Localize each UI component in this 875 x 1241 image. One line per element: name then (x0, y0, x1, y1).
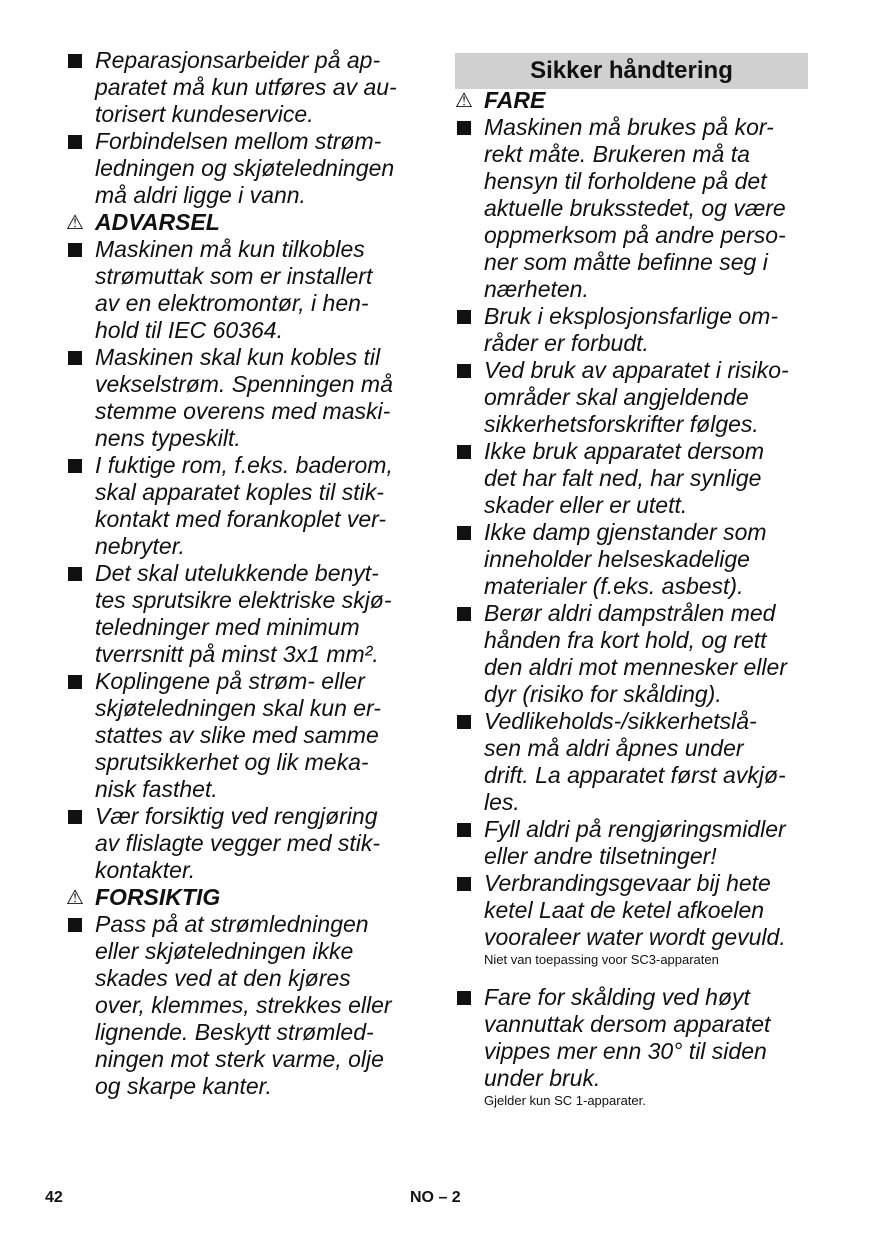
list-item (455, 984, 815, 1092)
bullet-square-icon (457, 823, 471, 837)
list-item-line: oppmerksom på andre perso- (484, 222, 786, 248)
list-item (66, 668, 426, 803)
list-item-line: Fare for skålding ved høyt (455, 984, 815, 1011)
list-item-line: Ved bruk av apparatet i risiko- (455, 357, 815, 384)
bullet-square-icon (457, 445, 471, 459)
list-item-line: nisk fasthet. (95, 776, 218, 802)
warning-heading-text: FORSIKTIG (95, 884, 221, 910)
list-item-line: det har falt ned, har synlige (484, 465, 762, 491)
list-item-line: nebryter. (95, 533, 185, 559)
list-item-line: skjøteledningen skal kun er- (95, 695, 381, 721)
list-item (66, 47, 426, 128)
list-item-line: I fuktige rom, f.eks. baderom, (66, 452, 426, 479)
list-item-line: Vær forsiktig ved rengjøring (66, 803, 426, 830)
list-item-line: Berør aldri dampstrålen med (455, 600, 815, 627)
list-item-line: ledningen og skjøteledningen (95, 155, 395, 181)
warning-triangle-icon: ⚠ (66, 887, 84, 909)
list-item-line: stattes av slike med samme (95, 722, 379, 748)
warning-triangle-icon: ⚠ (66, 212, 84, 234)
list-item-line: nens typeskilt. (95, 425, 241, 451)
list-item (455, 870, 815, 951)
list-item-line: hånden fra kort hold, og rett (484, 627, 767, 653)
list-item-line: lignende. Beskytt strømled- (95, 1019, 374, 1045)
warning-heading (455, 87, 815, 114)
list-item-line: paratet må kun utføres av au- (95, 74, 397, 100)
bullet-square-icon (457, 877, 471, 891)
warning-triangle-icon: ⚠ (455, 90, 473, 112)
list-item (455, 519, 815, 600)
bullet-square-icon (457, 991, 471, 1005)
section-heading: Sikker håndtering (455, 53, 808, 89)
bullet-square-icon (68, 675, 82, 689)
list-item-line: eller skjøteledningen ikke (95, 938, 354, 964)
list-item-line: sen må aldri åpnes under (484, 735, 744, 761)
list-item-line: ner som måtte befinne seg i (484, 249, 768, 275)
section-label: NO – 2 (410, 1189, 461, 1206)
list-item (455, 357, 815, 438)
bullet-square-icon (457, 310, 471, 324)
bullet-square-icon (68, 918, 82, 932)
list-item-line: aktuelle bruksstedet, og være (484, 195, 786, 221)
bullet-square-icon (68, 459, 82, 473)
list-item-line: Maskinen må brukes på kor- (455, 114, 815, 141)
list-item (66, 560, 426, 668)
list-item-line: dyr (risiko for skålding). (484, 681, 722, 707)
bullet-square-icon (457, 526, 471, 540)
list-item-line: torisert kundeservice. (95, 101, 314, 127)
list-item-line: nærheten. (484, 276, 589, 302)
list-item-line: skades ved at den kjøres (95, 965, 351, 991)
bullet-square-icon (457, 121, 471, 135)
list-item-line: strømuttak som er installert (95, 263, 373, 289)
list-item-line: Forbindelsen mellom strøm- (66, 128, 426, 155)
list-item-line: av flislagte vegger med stik- (95, 830, 381, 856)
list-item-line: ningen mot sterk varme, olje (95, 1046, 384, 1072)
list-item (66, 128, 426, 209)
footnote: Niet van toepassing voor SC3-apparaten (484, 952, 719, 967)
list-item (66, 344, 426, 452)
list-item-line: Reparasjonsarbeider på ap- (66, 47, 426, 74)
list-item-line: sprutsikkerhet og lik meka- (95, 749, 369, 775)
list-item-line: vannuttak dersom apparatet (484, 1011, 771, 1037)
list-item-line: kontakter. (95, 857, 196, 883)
list-item-line: Koplingene på strøm- eller (66, 668, 426, 695)
list-item-line: og skarpe kanter. (95, 1073, 272, 1099)
list-item-line: ketel Laat de ketel afkoelen (484, 897, 765, 923)
list-item-line: Vedlikeholds-/sikkerhetslå- (455, 708, 815, 735)
list-item-line: over, klemmes, strekkes eller (95, 992, 392, 1018)
list-item-line: rekt måte. Brukeren må ta (484, 141, 750, 167)
list-item (66, 911, 426, 1100)
list-item-line: inneholder helseskadelige (484, 546, 750, 572)
list-item-line: teledninger med minimum (95, 614, 360, 640)
list-item (455, 600, 815, 708)
list-item-line: vooraleer water wordt gevuld. (484, 924, 786, 950)
list-item-line: hold til IEC 60364. (95, 317, 283, 343)
list-item (455, 303, 815, 357)
bullet-square-icon (68, 54, 82, 68)
list-item-line: materialer (f.eks. asbest). (484, 573, 744, 599)
bullet-square-icon (68, 135, 82, 149)
warning-heading-text: FARE (484, 87, 546, 113)
list-item-line: sikkerhetsforskrifter følges. (484, 411, 759, 437)
list-item-line: tverrsnitt på minst 3x1 mm². (95, 641, 379, 667)
warning-heading (66, 884, 426, 911)
list-item-line: vekselstrøm. Spenningen må (95, 371, 393, 397)
left-column (66, 47, 426, 1100)
list-item (66, 803, 426, 884)
warning-heading (66, 209, 426, 236)
list-item-line: stemme overens med maski- (95, 398, 391, 424)
bullet-square-icon (68, 567, 82, 581)
bullet-square-icon (68, 351, 82, 365)
list-item-line: råder er forbudt. (484, 330, 649, 356)
footnote: Gjelder kun SC 1-apparater. (484, 1093, 646, 1108)
list-item-line: drift. La apparatet først avkjø- (484, 762, 786, 788)
list-item (455, 114, 815, 303)
list-item-line: Ikke bruk apparatet dersom (455, 438, 815, 465)
bullet-square-icon (68, 243, 82, 257)
bullet-square-icon (457, 607, 471, 621)
list-item-line: Pass på at strømledningen (66, 911, 426, 938)
list-item-line: hensyn til forholdene på det (484, 168, 767, 194)
page-number: 42 (45, 1189, 63, 1206)
warning-heading-text: ADVARSEL (95, 209, 220, 235)
list-item-line: eller andre tilsetninger! (484, 843, 717, 869)
list-item-line: den aldri mot mennesker eller (484, 654, 787, 680)
list-item (66, 236, 426, 344)
list-item-line: skal apparatet koples til stik- (95, 479, 384, 505)
list-item-line: vippes mer enn 30° til siden (484, 1038, 767, 1064)
list-item-line: må aldri ligge i vann. (95, 182, 306, 208)
list-item (455, 816, 815, 870)
list-item-line: les. (484, 789, 520, 815)
list-item (66, 452, 426, 560)
bullet-square-icon (68, 810, 82, 824)
right-column (455, 47, 815, 1112)
list-item-line: under bruk. (484, 1065, 601, 1091)
list-item-line: skader eller er utett. (484, 492, 688, 518)
list-item-line: Verbrandingsgevaar bij hete (455, 870, 815, 897)
list-item-line: av en elektromontør, i hen- (95, 290, 369, 316)
list-item-line: områder skal angjeldende (484, 384, 749, 410)
list-item-line: Ikke damp gjenstander som (455, 519, 815, 546)
list-item-line: Maskinen må kun tilkobles (66, 236, 426, 263)
bullet-square-icon (457, 715, 471, 729)
list-item (455, 438, 815, 519)
list-item-line: kontakt med forankoplet ver- (95, 506, 387, 532)
list-item-line: Maskinen skal kun kobles til (66, 344, 426, 371)
bullet-square-icon (457, 364, 471, 378)
list-item (455, 708, 815, 816)
list-item-line: Det skal utelukkende benyt- (66, 560, 426, 587)
list-item-line: Bruk i eksplosjonsfarlige om- (455, 303, 815, 330)
list-item-line: tes sprutsikre elektriske skjø- (95, 587, 392, 613)
list-item-line: Fyll aldri på rengjøringsmidler (455, 816, 815, 843)
